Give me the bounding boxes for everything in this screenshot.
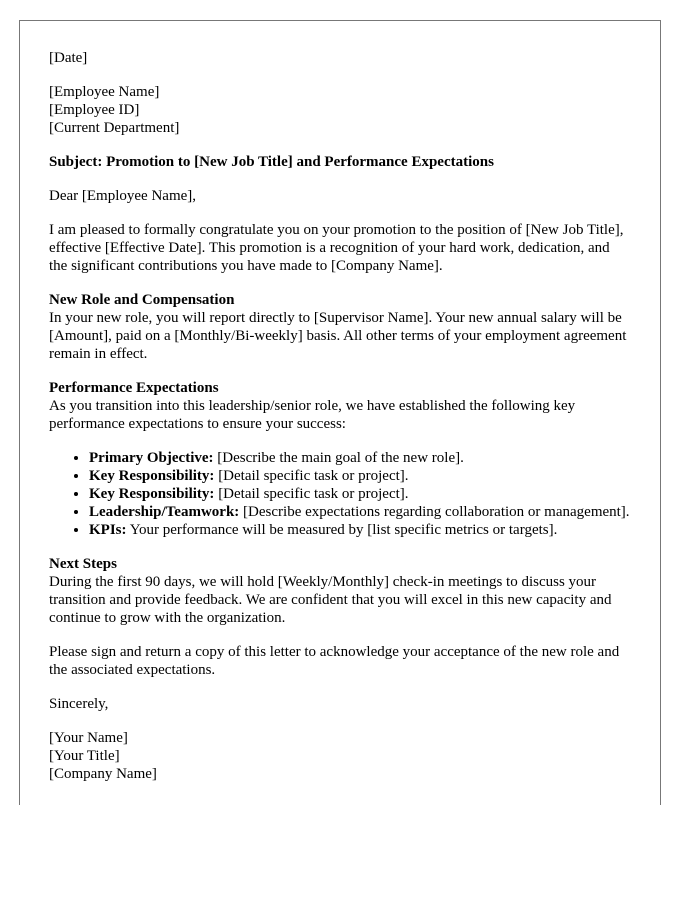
list-item-text: [Describe expectations regarding collaboration or management]. [239,504,630,520]
letter-page [19,20,661,805]
salutation: Dear [Employee Name], [49,188,197,204]
role-section [49,291,631,363]
next-steps-body: During the first 90 days, we will hold [Weekly/Monthly] check-in meetings to discuss your transition and provide feedback. We are confident that you will excel in this new capacity and continue to grow with the organization. [49,574,612,626]
list-item [89,449,631,467]
next-steps-section [49,555,631,627]
role-heading: New Role and Compensation [49,292,235,308]
list-item-label: Leadership/Teamwork: [89,504,240,520]
list-item [89,521,631,539]
list-item-label: KPIs: [89,522,127,538]
recipient-name: [Employee Name] [49,84,160,100]
signature-block [49,729,631,783]
list-item-text: [Describe the main goal of the new role]. [213,450,464,466]
list-item-text: [Detail specific task or project]. [214,486,409,502]
signoff: Sincerely, [49,696,109,712]
recipient-block [49,83,631,137]
list-item-text: Your performance will be measured by [list specific metrics or targets]. [126,522,558,538]
list-item-label: Key Responsibility: [89,468,215,484]
signature-name: [Your Name] [49,730,128,746]
performance-body: As you transition into this leadership/senior role, we have established the following key performance expectations to ensure your success: [49,398,576,432]
signature-title: [Your Title] [49,748,120,764]
list-item-text: [Detail specific task or project]. [214,468,409,484]
list-item [89,503,631,521]
performance-section [49,379,631,433]
role-body: In your new role, you will report directly to [Supervisor Name]. Your new annual salary will be [Amount], paid on a [Monthly/Bi-weekly] basis. All other terms of your employment agreement remain in effect. [49,310,627,362]
recipient-department: [Current Department] [49,120,180,136]
expectations-list [49,449,631,539]
list-item-label: Primary Objective: [89,450,214,466]
recipient-id: [Employee ID] [49,102,140,118]
closing-request: Please sign and return a copy of this letter to acknowledge your acceptance of the new role and the associated expectations. [49,644,620,678]
intro-paragraph: I am pleased to formally congratulate you on your promotion to the position of [New Job Title], effective [Effective Date]. This promotion is a recognition of your hard work, dedication, and the significant contributions you have made to [Company Name]. [49,222,624,274]
list-item [89,467,631,485]
next-steps-heading: Next Steps [49,556,117,572]
letter-date: [Date] [49,50,88,66]
list-item [89,485,631,503]
performance-heading: Performance Expectations [49,380,219,396]
signature-company: [Company Name] [49,766,157,782]
subject-line: Subject: Promotion to [New Job Title] and Performance Expectations [49,154,494,170]
list-item-label: Key Responsibility: [89,486,215,502]
